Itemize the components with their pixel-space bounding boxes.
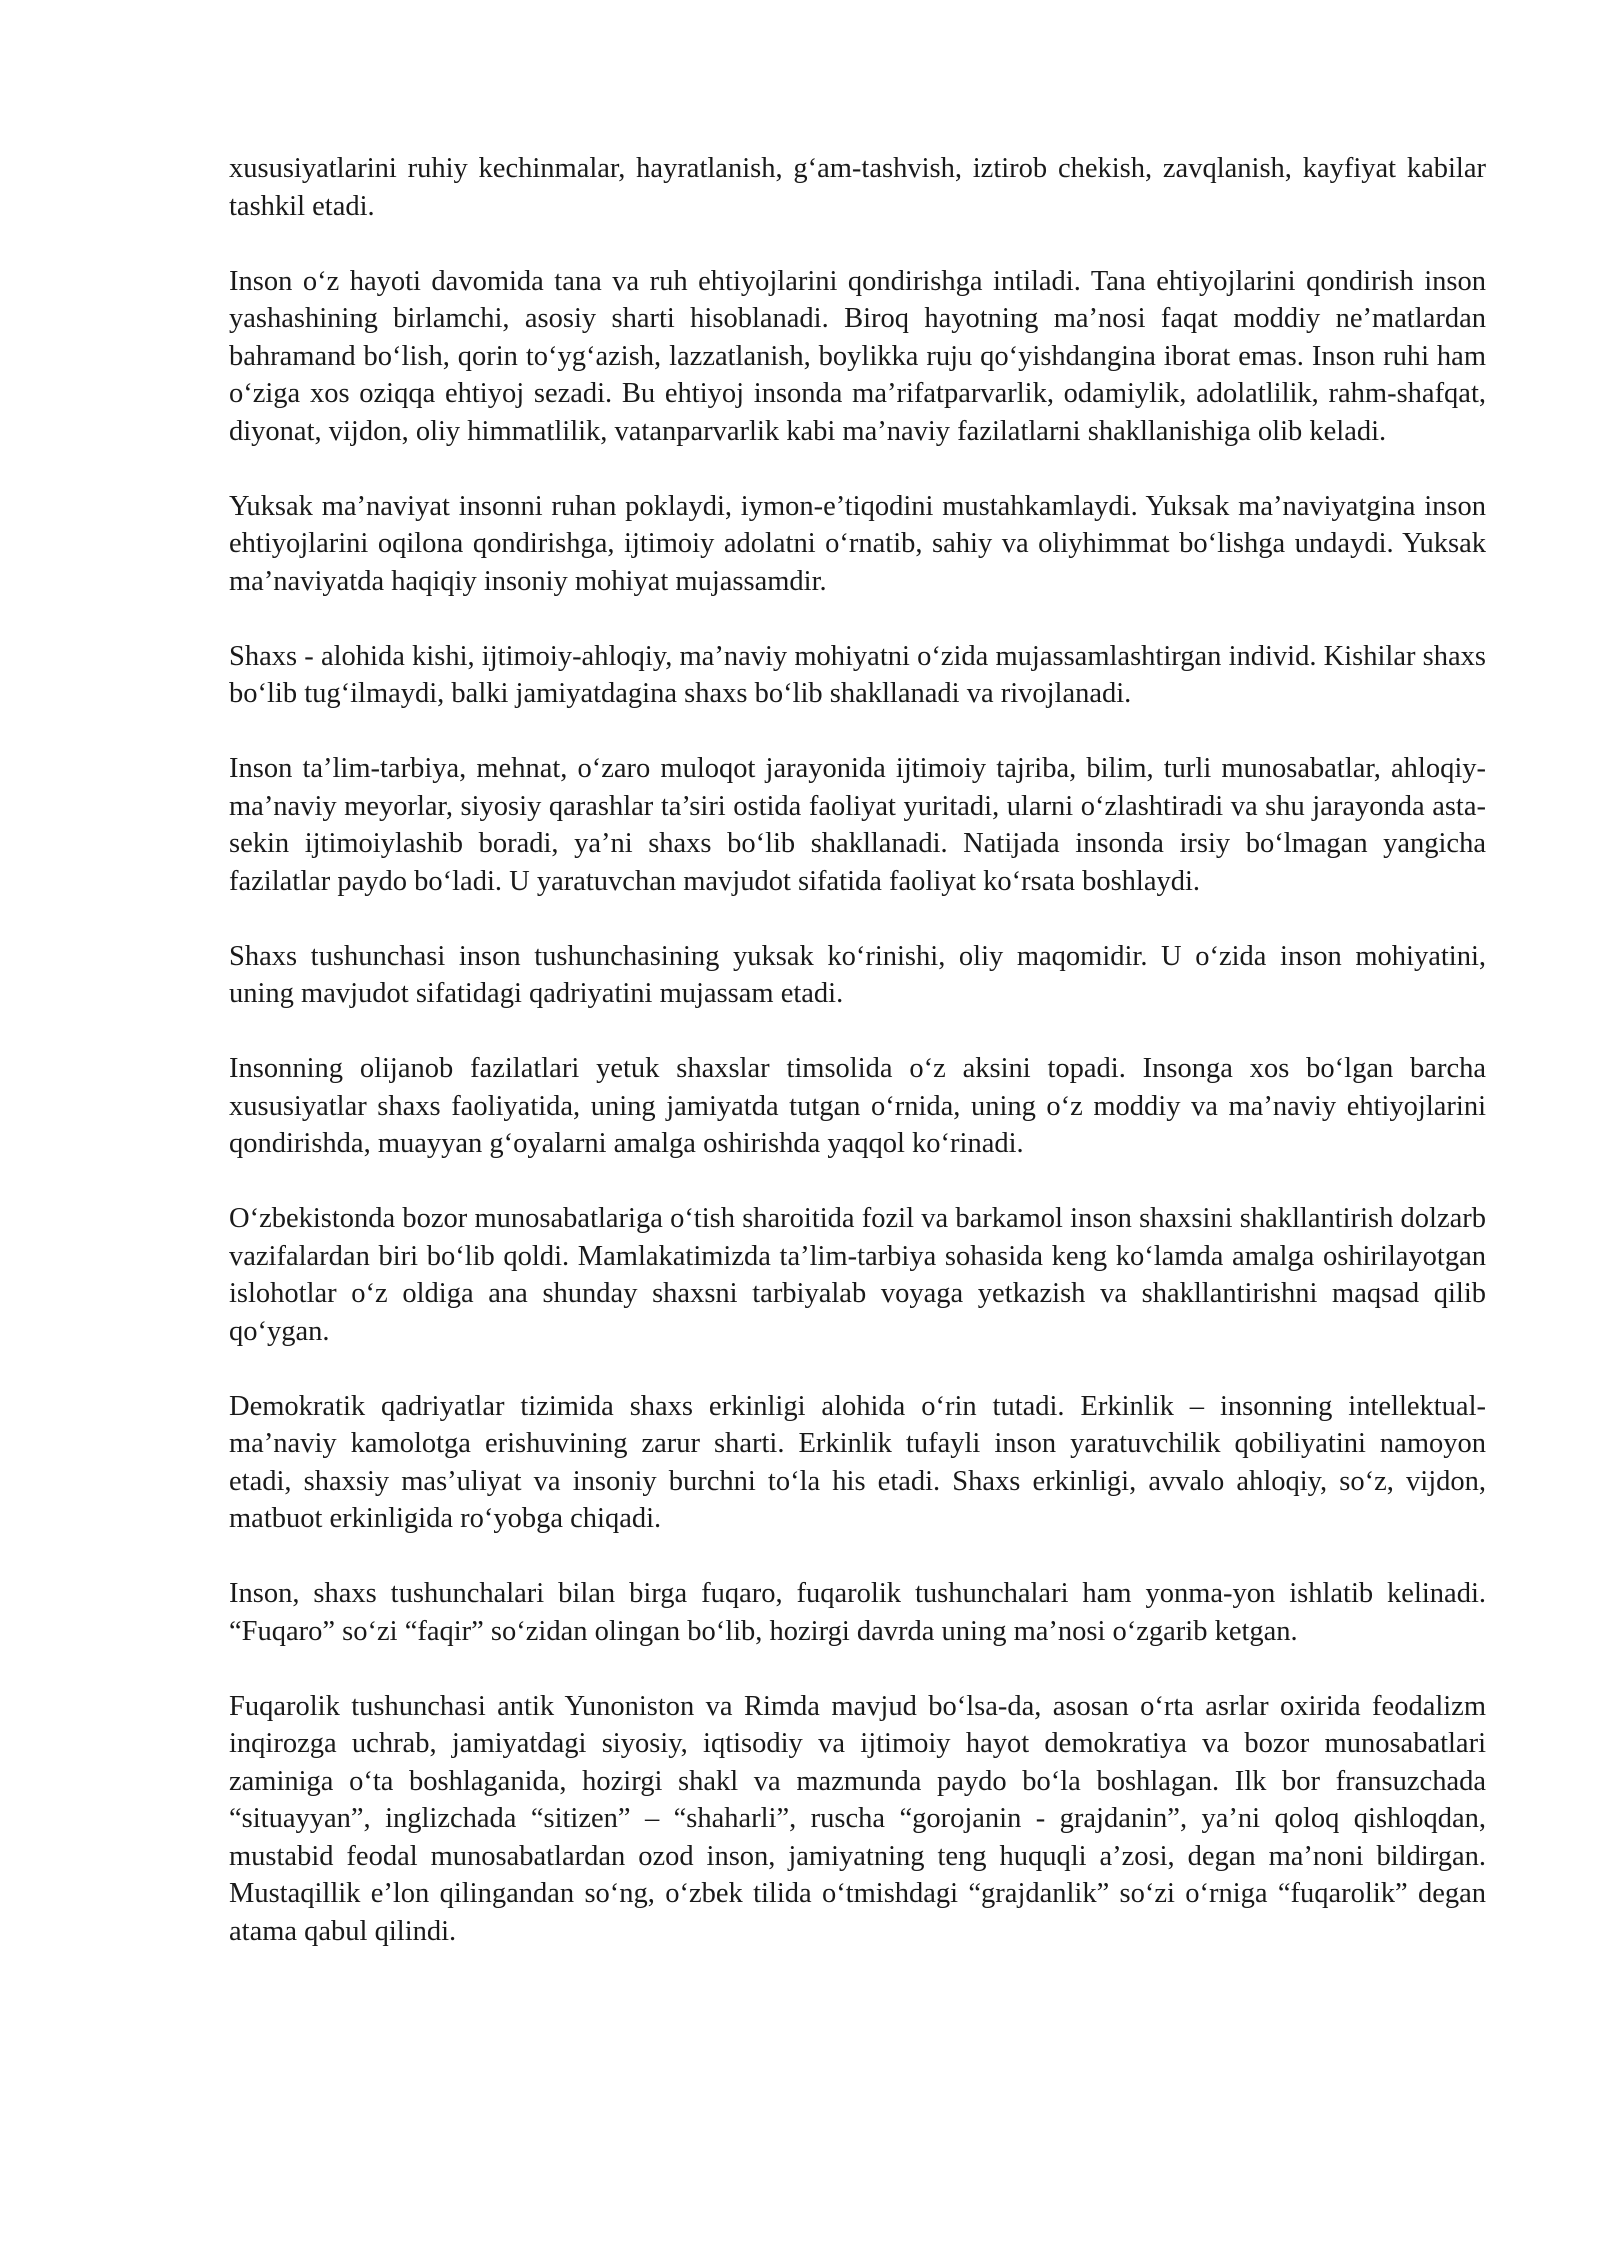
- paragraph-5: Inson ta’lim-tarbiya, mehnat, o‘zaro muloqot jarayonida ijtimoiy tajriba, bilim, turli munosabatlar, ahloqiy-ma’naviy meyorlar, siyosiy qarashlar ta’siri ostida faoliyat yuritadi, ularni o‘zlashtiradi va shu jarayonda asta-sekin ijtimoiylashib boradi, ya’ni shaxs bo‘lib shakllanadi. Natijada insonda irsiy bo‘lmagan yangicha fazilatlar paydo bo‘ladi. U yaratuvchan mavjudot sifatida faoliyat ko‘rsata boshlaydi.: [229, 753, 1486, 897]
- paragraph-1: xususiyatlarini ruhiy kechinmalar, hayratlanish, g‘am-tashvish, iztirob chekish, zavqlanish, kayfiyat kabilar tashkil etadi.: [229, 153, 1486, 222]
- paragraph-9: Demokratik qadriyatlar tizimida shaxs erkinligi alohida o‘rin tutadi. Erkinlik – insonning intellektual-ma’naviy kamolotga erishuvining zarur sharti. Erkinlik tufayli inson yaratuvchilik qobiliyatini namoyon etadi, shaxsiy mas’uliyat va insoniy burchni to‘la his etadi. Shaxs erkinligi, avvalo ahloqiy, so‘z, vijdon, matbuot erkinligida ro‘yobga chiqadi.: [229, 1390, 1486, 1534]
- paragraph-11: Fuqarolik tushunchasi antik Yunoniston va Rimda mavjud bo‘lsa-da, asosan o‘rta asrlar oxirida feodalizm inqirozga uchrab, jamiyatdagi siyosiy, iqtisodiy va ijtimoiy hayot demokratiya va bozor munosabatlari zaminiga o‘ta boshlaganida, hozirgi shakl va mazmunda paydo bo‘la boshlagan. Ilk bor fransuzchada “situayyan”, inglizchada “sitizen” – “shaharli”, ruscha “gorojanin - grajdanin”, ya’ni qoloq qishloqdan, mustabid feodal munosabatlardan ozod inson, jamiyatning teng huquqli a’zosi, degan ma’noni bildirgan. Mustaqillik e’lon qilingandan so‘ng, o‘zbek tilida o‘tmishdagi “grajdanlik” so‘zi o‘rniga “fuqarolik” degan atama qabul qilindi.: [229, 1690, 1486, 1947]
- paragraph-8: O‘zbekistonda bozor munosabatlariga o‘tish sharoitida fozil va barkamol inson shaxsini shakllantirish dolzarb vazifalardan biri bo‘lib qoldi. Mamlakatimizda ta’lim-tarbiya sohasida keng ko‘lamda amalga oshirilayotgan islohotlar o‘z oldiga ana shunday shaxsni tarbiyalab voyaga yetkazish va shakllantirishni maqsad qilib qo‘ygan.: [229, 1203, 1486, 1347]
- paragraph-2: Inson o‘z hayoti davomida tana va ruh ehtiyojlarini qondirishga intiladi. Tana ehtiyojlarini qondirish inson yashashining birlamchi, asosiy sharti hisoblanadi. Biroq hayotning ma’nosi faqat moddiy ne’matlardan bahramand bo‘lish, qorin to‘yg‘azish, lazzatlanish, boylikka ruju qo‘yishdangina iborat emas. Inson ruhi ham o‘ziga xos oziqqa ehtiyoj sezadi. Bu ehtiyoj insonda ma’rifatparvarlik, odamiylik, adolatlilik, rahm-shafqat, diyonat, vijdon, oliy himmatlilik, vatanparvarlik kabi ma’naviy fazilatlarni shakllanishiga olib keladi.: [229, 265, 1486, 447]
- paragraph-4: Shaxs - alohida kishi, ijtimoiy-ahloqiy, ma’naviy mohiyatni o‘zida mujassamlashtirgan individ. Kishilar shaxs bo‘lib tug‘ilmaydi, balki jamiyatdagina shaxs bo‘lib shakllanadi va rivojlanadi.: [229, 640, 1486, 709]
- paragraph-7: Insonning olijanob fazilatlari yetuk shaxslar timsolida o‘z aksini topadi. Insonga xos bo‘lgan barcha xususiyatlar shaxs faoliyatida, uning jamiyatda tutgan o‘rnida, uning o‘z moddiy va ma’naviy ehtiyojlarini qondirishda, muayyan g‘oyalarni amalga oshirishda yaqqol ko‘rinadi.: [229, 1053, 1486, 1159]
- paragraph-3: Yuksak ma’naviyat insonni ruhan poklaydi, iymon-e’tiqodini mustahkamlaydi. Yuksak ma’naviyatgina inson ehtiyojlarini oqilona qondirishga, ijtimoiy adolatni o‘rnatib, sahiy va oliyhimmat bo‘lishga undaydi. Yuksak ma’naviyatda haqiqiy insoniy mohiyat mujassamdir.: [229, 490, 1486, 597]
- paragraph-10: Inson, shaxs tushunchalari bilan birga fuqaro, fuqarolik tushunchalari ham yonma-yon ishlatib kelinadi. “Fuqaro” so‘zi “faqir” so‘zidan olingan bo‘lib, hozirgi davrda uning ma’nosi o‘zgarib ketgan.: [229, 1578, 1486, 1647]
- paragraph-6: Shaxs tushunchasi inson tushunchasining yuksak ko‘rinishi, oliy maqomidir. U o‘zida inson mohiyatini, uning mavjudot sifatidagi qadriyatini mujassam etadi.: [229, 940, 1486, 1009]
- document-page: [229, 150, 1486, 1988]
